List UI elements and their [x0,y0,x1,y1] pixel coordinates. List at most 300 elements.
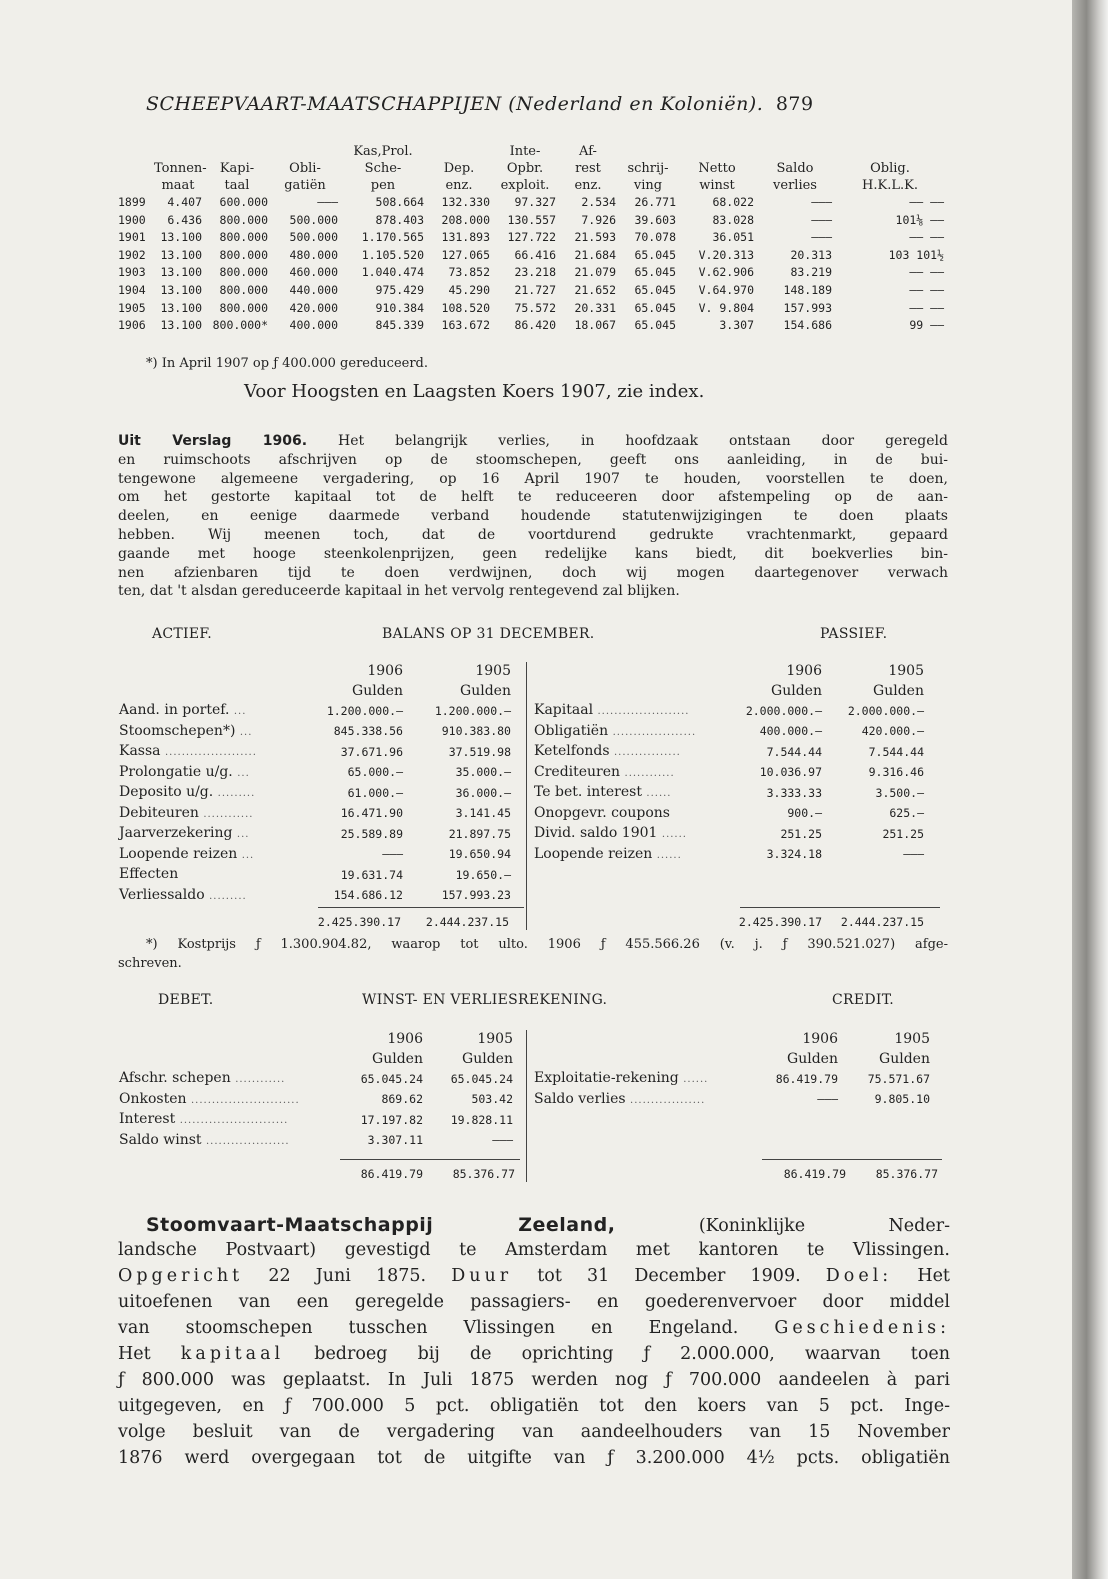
table-cell: 7.926 [581,212,616,227]
report-lead: Uit Verslag 1906. [118,433,308,449]
table-cell: 23.218 [514,265,556,280]
leader-dots: .................... [206,1135,290,1147]
ledger-row [533,763,925,784]
ledger-amount: 9.805.10 [874,1092,930,1106]
ledger-column-head: Gulden [771,682,822,699]
keyword-kapitaal: kapitaal [180,1344,285,1364]
report-text: en ruimschoots afschrijven op de stoomschepen, geeft ons aanleiding, in de bui- [118,451,948,468]
ledger-label [118,1110,338,1131]
ledger-amount: 3.324.18 [766,847,822,861]
table-cell: Sche- [364,161,402,176]
table-cell: 163.672 [441,318,490,333]
leader-dots: ......... [209,890,247,902]
ledger-column-head: Gulden [460,682,511,699]
ledger-label-text: Loopende reizen [534,845,653,862]
table-row [116,212,946,230]
ledger-amount: 845.338.56 [333,724,403,738]
table-cell: Opbr. [506,161,544,176]
balance-right-totals [721,913,925,933]
table-cell: 75.572 [514,300,556,315]
table-cell: 910.384 [375,300,424,315]
table-cell: 21.684 [574,247,616,262]
ledger-label-text: Jaarverzekering [119,825,233,841]
leader-dots: .................. [630,1094,706,1106]
ledger-label [118,804,308,825]
leader-dots: ............ [203,808,254,820]
ledger-empty-cell [118,682,308,702]
table-cell: —— —— [909,300,944,315]
ledger-header-row [533,682,925,702]
ledger-amount: 16.471.90 [340,806,403,820]
ledger-row [118,824,512,845]
ledger-column-head: 1906 [367,663,403,679]
ledger-amount: 157.993.23 [441,888,511,902]
winst-right-rule [762,1159,942,1160]
article-line-1 [146,1214,950,1239]
table-cell: Saldo [776,161,814,176]
ledger-amount: 19.828.11 [450,1112,513,1127]
table-cell: 975.429 [375,282,424,297]
leader-dots: ...... [661,829,687,840]
ledger-amount: ——— [817,1092,838,1106]
ledger-amount: 2.000.000.— [847,703,924,718]
winst-right-totals [755,1165,939,1185]
ledger-label [118,722,308,743]
article-line-3 [118,1265,950,1289]
ledger-amount: 3.500.— [875,785,924,800]
ledger-amount: 503.42 [471,1092,513,1106]
statistics-footnote: *) In April 1907 op ƒ 400.000 gereduceerd. [146,356,429,371]
leader-dots: .......................... [190,1094,300,1106]
keyword-opgericht: Opgericht [118,1266,244,1286]
table-cell: 508.664 [375,195,424,209]
table-cell: 83.219 [790,265,832,280]
table-cell: gatiën [284,178,326,193]
ledger-label-text: Verliessaldo [119,886,205,903]
table-cell: 13.100 [160,265,202,280]
table-cell: ——— [811,230,832,245]
table-cell: 800.000 [219,230,268,245]
article-line-2: landsche Postvaart) gevestigd te Amsterdam met kantoren te Vlissingen. [118,1240,950,1260]
report-text: om het gestorte kapitaal tot de helft te reduceeren door afstempeling op de aan- [118,489,948,506]
ledger-header-row [533,662,925,682]
leader-dots: ................ [613,747,681,758]
table-cell: 65.045 [634,282,676,297]
article-line-10: 1876 werd overgegaan tot de uitgifte van ƒ 3.200.000 4½ pcts. obligatiën [118,1448,950,1468]
ledger-label [533,1069,747,1090]
ledger-label [533,783,717,804]
ledger-row [118,845,512,866]
report-text: ten, dat 't alsdan gereduceerde kapitaal in het vervolg rentegevend zal blijken. [118,583,680,600]
table-cell: 440.000 [289,282,338,297]
ledger-amount: 19.631.74 [340,867,403,882]
ledger-label-text: Kassa [119,743,161,759]
ledger-column-head: Gulden [462,1050,513,1067]
leader-dots: ...... [656,849,682,861]
leader-dots: ...... [683,1074,709,1085]
ledger-label [533,742,717,763]
ledger-row [118,1110,514,1131]
table-cell: 500.000 [289,212,338,227]
ledger-column-head: Gulden [873,682,924,699]
keyword-duur: Duur [451,1266,513,1286]
ledger-amount: 400.000.— [759,724,822,738]
table-cell: 103 101½ [888,247,944,262]
balance-right-head: PASSIEF. [820,626,888,642]
table-row [116,300,946,318]
running-head [146,93,814,115]
table-cell [116,143,152,160]
ledger-column-head: 1905 [477,1031,513,1047]
table-cell: 2.534 [581,195,616,209]
page-edge-shadow [1072,0,1108,1579]
table-cell [426,143,492,160]
table-cell: 6.436 [167,212,202,227]
article-text: bedroeg bij de oprichting ƒ 2.000.000, waarvan toen [314,1344,950,1364]
leader-dots: ... [236,829,250,840]
ledger-amount: 3.307.11 [367,1133,423,1147]
ledger-amount: 86.419.79 [775,1071,838,1086]
table-cell: 1904 [118,282,146,297]
table-header-row [116,160,946,177]
ledger-amount: 420.000.— [861,724,924,738]
ledger-amount: 1.200.000.— [326,703,403,718]
table-cell: 13.100 [160,247,202,262]
table-cell: 97.327 [514,195,556,209]
ledger-row [118,1090,514,1111]
ledger-amount: 19.650.94 [448,847,511,861]
ledger-label-text: Te bet. interest [534,784,642,800]
ledger-row [533,1090,931,1111]
table-cell: 460.000 [289,265,338,280]
table-row [116,229,946,247]
table-cell: Obli- [289,161,321,176]
table-cell: 99 —— [909,318,944,333]
table-cell [116,160,152,177]
ledger-row [118,722,512,743]
ledger-amount: 65.000.— [347,765,403,779]
ledger-label-text: Afschr. schepen [119,1070,231,1086]
winst-credit [533,1030,931,1110]
table-cell: V.64.970 [698,282,754,297]
table-row [116,282,946,300]
ledger-label [533,804,717,825]
ledger-label [118,886,308,907]
table-cell: Inte- [509,144,541,159]
ledger-empty-cell [533,1050,747,1070]
article-line-9: volge besluit van de vergadering van aandeelhouders van 15 November [118,1422,950,1442]
ledger-column-head: Gulden [372,1050,423,1067]
table-cell: 1.105.520 [361,247,424,262]
page-number: 879 [775,93,814,115]
report-line [118,432,948,451]
ledger-row [533,845,925,866]
table-cell: maat [161,178,195,193]
ledger-amount: 9.316.46 [868,765,924,779]
ledger-amount: 910.383.80 [441,724,511,738]
ledger-row [118,763,512,784]
leader-dots: ...... [646,788,672,799]
table-cell: schrij- [627,161,669,176]
ledger-label-text: Debiteuren [119,804,199,821]
report-text: deelen, en eenige daarmede verband houdende statutenwijzigingen te doen plaats [118,508,948,525]
table-cell: 1903 [118,265,146,280]
table-cell [834,143,946,160]
table-cell: taal [224,178,250,193]
report-line [118,488,948,507]
ledger-amount: 21.897.75 [448,826,511,841]
article-line-4: uitoefenen van een geregelde passagiers- en goederenvervoer door middel [118,1292,950,1312]
ledger-header-row [118,682,512,702]
article-text: van stoomschepen tusschen Vlissingen en Engeland. [118,1318,739,1338]
table-cell [152,143,204,160]
table-cell: 65.045 [634,318,676,333]
table-cell: 600.000 [219,195,268,209]
table-cell: 130.557 [507,212,556,227]
table-cell: 1.170.565 [361,230,424,245]
leader-dots: ... [241,849,255,861]
report-line [118,451,948,470]
ledger-empty-cell [533,662,717,682]
leader-dots: ...................... [597,706,690,717]
ledger-amount: 10.036.97 [759,765,822,779]
ledger-label [118,845,308,866]
report-text: gaande met hooge steenkolenprijzen, geen redelijke kans biedt, dit boekverlies bin- [118,545,948,562]
ledger-empty-cell [118,1050,338,1070]
leader-dots: ............ [624,767,675,779]
ledger-header-row [118,662,512,682]
balance-footnote-line2: schreven. [118,956,182,971]
winst-right-total-1906: 86.419.79 [783,1167,846,1181]
table-cell: rest [575,161,601,176]
table-cell: V.20.313 [698,247,754,262]
ledger-row [533,824,925,845]
ledger-label [533,722,717,743]
table-header-row [116,143,946,160]
report-line [118,470,948,489]
ledger-amount: 900.— [787,806,822,820]
table-cell: Oblig. [870,161,910,176]
ledger-label [533,701,717,722]
ledger-label [533,1090,747,1111]
table-cell [678,143,756,160]
winst-divider [526,1030,527,1182]
ledger-empty-cell [533,682,717,702]
table-header-row [116,177,946,194]
balance-right-total-1906: 2.425.390.17 [738,915,822,929]
table-cell: 45.290 [448,282,490,297]
table-cell: 20.313 [790,247,832,262]
ledger-column-head: 1905 [888,663,924,679]
table-cell: Dep. [443,161,475,176]
table-cell: 18.067 [574,318,616,333]
statistics-table [116,143,946,335]
table-cell: H.K.L.K. [862,178,918,193]
ledger-empty-cell [118,662,308,682]
ledger-amount: 1.200.000.— [434,703,511,718]
table-row [116,194,946,212]
table-cell: enz. [574,178,602,193]
balance-left-rule [318,907,524,908]
table-cell: 1901 [118,230,146,245]
table-cell: 1902 [118,247,146,262]
report-line [118,507,948,526]
ledger-label-text: Obligatiën [534,722,609,739]
table-cell: 26.771 [634,195,676,209]
article-text: Het [118,1344,151,1364]
ledger-amount: 36.000.— [455,785,511,800]
article-line-5 [118,1317,950,1341]
ledger-empty-cell [533,1030,747,1050]
ledger-label-text: Kapitaal [534,702,594,718]
balance-divider [526,662,527,930]
ledger-amount: 65.045.24 [360,1071,423,1086]
table-cell: 500.000 [289,230,338,245]
table-cell: 73.852 [448,265,490,280]
table-cell: ——— [811,212,832,227]
table-cell: 127.065 [441,247,490,262]
table-cell: 83.028 [712,212,754,227]
ledger-amount: 625.— [889,806,924,820]
ledger-amount: 37.671.96 [340,744,403,759]
table-cell: 127.722 [507,230,556,245]
ledger-label [533,845,717,866]
ledger-amount: 251.25 [882,826,924,841]
table-row [116,247,946,265]
table-cell: Kapi- [219,161,255,176]
ledger-label-text: Deposito u/g. [119,784,214,800]
table-cell: 3.307 [719,318,754,333]
table-cell [270,143,340,160]
table-cell: 400.000 [289,318,338,333]
leader-dots: ... [233,706,247,717]
ledger-amount: 154.686.12 [333,888,403,902]
ledger-row [118,701,512,722]
leader-dots: ......... [217,788,256,799]
ledger-label [533,824,717,845]
table-cell: 800.000 [219,212,268,227]
ledger-label-text: Aand. in portef. [119,702,230,718]
ledger-amount: 3.141.45 [455,806,511,820]
table-cell: 154.686 [783,318,832,333]
ledger-amount: 251.25 [780,826,822,841]
table-cell: 70.078 [634,230,676,245]
ledger-label [118,865,308,886]
ledger-label [118,783,308,804]
table-cell: pen [370,178,396,193]
table-cell: 66.416 [514,247,556,262]
ledger-row [118,865,512,886]
table-cell: 208.000 [441,212,490,227]
keyword-doel: Doel: [825,1266,893,1286]
company-name: Stoomvaart-Maatschappij Zeeland, [146,1214,616,1236]
ledger-row [118,804,512,825]
table-row [116,264,946,282]
balance-left-total-1906: 2.425.390.17 [317,915,401,929]
report-line [118,545,948,564]
ledger-column-head: 1906 [786,663,822,679]
ledger-label-text: Saldo winst [119,1131,202,1148]
table-cell: 1899 [118,195,146,209]
table-cell: 878.403 [375,212,424,227]
ledger-header-row [533,1030,931,1050]
table-cell [204,143,270,160]
ledger-label-text: Loopende reizen [119,845,238,862]
table-cell: Tonnen- [154,161,207,176]
ledger-label-text: Divid. saldo 1901 [534,825,658,841]
winst-left-totals [338,1165,516,1185]
table-cell: Af- [579,144,597,159]
keyword-geschiedenis: Geschiedenis: [774,1318,950,1338]
ledger-row [533,742,925,763]
ledger-label-text: Onopgevr. coupons [534,804,670,821]
ledger-amount: 25.589.89 [340,826,403,841]
article-text: Het [917,1266,950,1286]
ledger-label-text: Onkosten [119,1090,187,1107]
balance-left-total-1905: 2.444.237.15 [425,915,509,929]
ledger-amount: 75.571.67 [867,1071,930,1086]
ledger-amount: 19.650.— [455,867,511,882]
article-text: 22 Juni 1875. [268,1266,427,1286]
balance-actief [118,662,512,906]
ledger-label-text: Crediteuren [534,763,621,780]
report-line [118,526,948,545]
table-cell: ving [633,178,663,193]
table-cell: 13.100 [160,318,202,333]
table-cell: 800.000 [219,300,268,315]
koers-note: Voor Hoogsten en Laagsten Koers 1907, zie index. [244,381,705,402]
table-cell: 36.051 [712,230,754,245]
table-cell: 1905 [118,300,146,315]
ledger-row [533,1069,931,1090]
table-cell: 101⅛ —— [895,212,944,227]
table-cell: exploit. [500,178,550,193]
table-cell [756,143,834,160]
ledger-amount: 61.000.— [347,785,403,800]
article-line-6 [118,1343,950,1367]
report-text: hebben. Wij meenen toch, dat de voortdurend gedrukte vrachtenmarkt, gepaard [118,527,948,543]
table-cell: 13.100 [160,230,202,245]
report-text: nen afzienbaren tijd te doen verdwijnen, doch wij mogen daartegenover verwach [118,564,948,581]
report-line [118,582,948,601]
table-cell: 21.727 [514,282,556,297]
table-cell: 65.045 [634,265,676,280]
table-cell: Netto [698,161,736,176]
balance-left-totals [302,913,510,933]
ledger-amount: ——— [382,847,403,861]
table-cell: 86.420 [514,318,556,333]
table-cell: 108.520 [441,300,490,315]
ledger-row [533,783,925,804]
ledger-column-head: Gulden [352,682,403,699]
table-cell: 20.331 [574,300,616,315]
table-cell: winst [699,178,735,193]
table-cell: 845.339 [375,318,424,333]
table-cell: 157.993 [783,300,832,315]
ledger-header-row [118,1050,514,1070]
balance-passief [533,662,925,865]
table-cell: 420.000 [289,300,338,315]
ledger-label-text: Interest [119,1111,176,1127]
table-cell: 13.100 [160,300,202,315]
report-line [118,564,948,583]
winst-right-total-1905: 85.376.77 [875,1167,938,1181]
ledger-row [118,783,512,804]
ledger-label [118,742,308,763]
table-cell: —— —— [909,230,944,245]
report-text: tengewone algemeene vergadering, op 16 April 1907 te houden, voorstellen te doen, [118,470,948,487]
ledger-amount: 17.197.82 [360,1112,423,1127]
